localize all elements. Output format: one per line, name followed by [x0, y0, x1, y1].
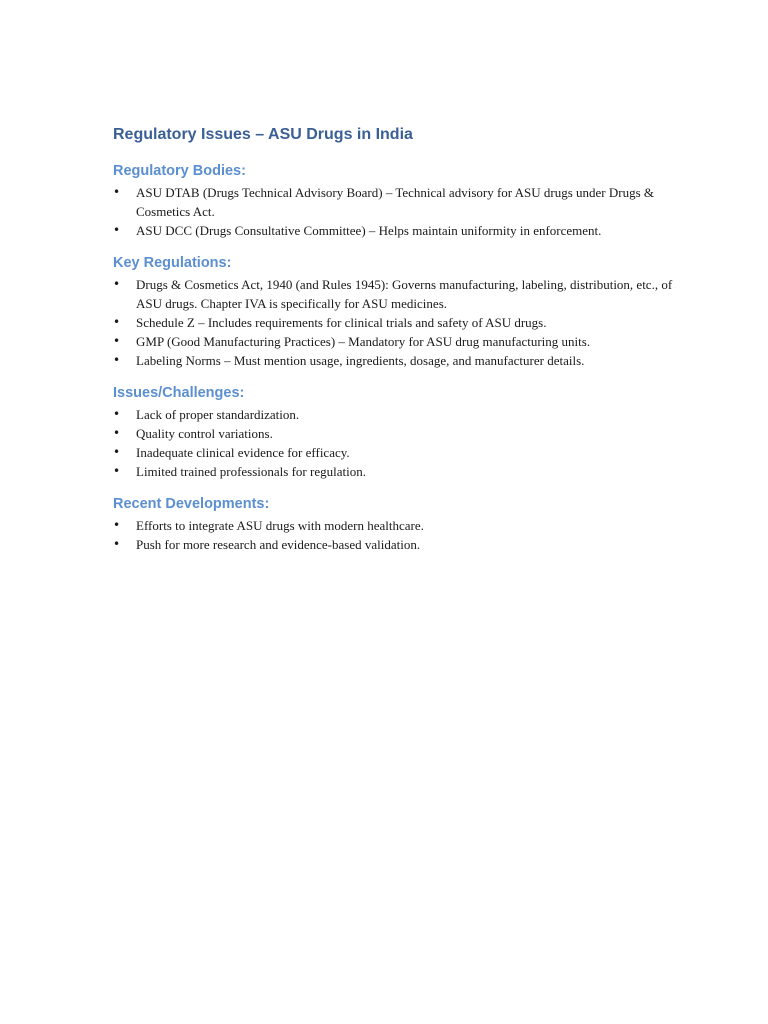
- list-item-text: Lack of proper standardization.: [136, 407, 300, 422]
- list-item-text: Push for more research and evidence-based validation.: [136, 537, 421, 552]
- list-item-text: Quality control variations.: [136, 426, 273, 441]
- list-item-text: Limited trained professionals for regulation.: [136, 464, 366, 479]
- bullet-icon: •: [113, 334, 121, 348]
- bullet-list: [113, 516, 673, 554]
- list-item: [113, 221, 673, 240]
- list-item: [113, 275, 673, 313]
- list-item-text: ASU DTAB (Drugs Technical Advisory Board) – Technical advisory for ASU drugs under Drugs & Cosmetics Act.: [136, 185, 655, 219]
- bullet-icon: •: [113, 223, 121, 237]
- list-item: [113, 183, 673, 221]
- bullet-icon: •: [113, 537, 121, 551]
- bullet-icon: •: [113, 407, 121, 421]
- bullet-list: [113, 405, 673, 481]
- bullet-icon: •: [113, 445, 121, 459]
- bullet-icon: •: [113, 315, 121, 329]
- section-heading: Recent Developments:: [113, 496, 270, 512]
- bullet-icon: •: [113, 464, 121, 478]
- section-heading: Issues/Challenges:: [113, 385, 245, 401]
- document-title: Regulatory Issues – ASU Drugs in India: [113, 126, 413, 143]
- list-item: [113, 516, 673, 535]
- list-item: [113, 313, 673, 332]
- list-item-text: Labeling Norms – Must mention usage, ingredients, dosage, and manufacturer details.: [136, 353, 585, 368]
- section-heading: Regulatory Bodies:: [113, 163, 246, 179]
- section-recent-developments: [113, 494, 673, 554]
- list-item: [113, 443, 673, 462]
- list-item: [113, 535, 673, 554]
- list-item-text: Drugs & Cosmetics Act, 1940 (and Rules 1945): Governs manufacturing, labeling, distribution, etc., of ASU drugs. Chapter IVA is specifically for ASU medicines.: [136, 277, 673, 311]
- list-item-text: Schedule Z – Includes requirements for clinical trials and safety of ASU drugs.: [136, 315, 547, 330]
- section-heading: Key Regulations:: [113, 255, 232, 271]
- bullet-icon: •: [113, 518, 121, 532]
- list-item-text: Efforts to integrate ASU drugs with modern healthcare.: [136, 518, 424, 533]
- document-body: [113, 124, 673, 567]
- list-item-text: Inadequate clinical evidence for efficacy.: [136, 445, 350, 460]
- list-item: [113, 351, 673, 370]
- section-issues-challenges: [113, 383, 673, 481]
- bullet-list: [113, 275, 673, 370]
- list-item: [113, 332, 673, 351]
- bullet-icon: •: [113, 426, 121, 440]
- list-item: [113, 424, 673, 443]
- bullet-icon: •: [113, 185, 121, 199]
- bullet-icon: •: [113, 277, 121, 291]
- list-item-text: ASU DCC (Drugs Consultative Committee) – Helps maintain uniformity in enforcement.: [136, 223, 602, 238]
- bullet-icon: •: [113, 353, 121, 367]
- list-item-text: GMP (Good Manufacturing Practices) – Mandatory for ASU drug manufacturing units.: [136, 334, 591, 349]
- section-regulatory-bodies: [113, 161, 673, 240]
- list-item: [113, 462, 673, 481]
- bullet-list: [113, 183, 673, 240]
- section-key-regulations: [113, 253, 673, 370]
- list-item: [113, 405, 673, 424]
